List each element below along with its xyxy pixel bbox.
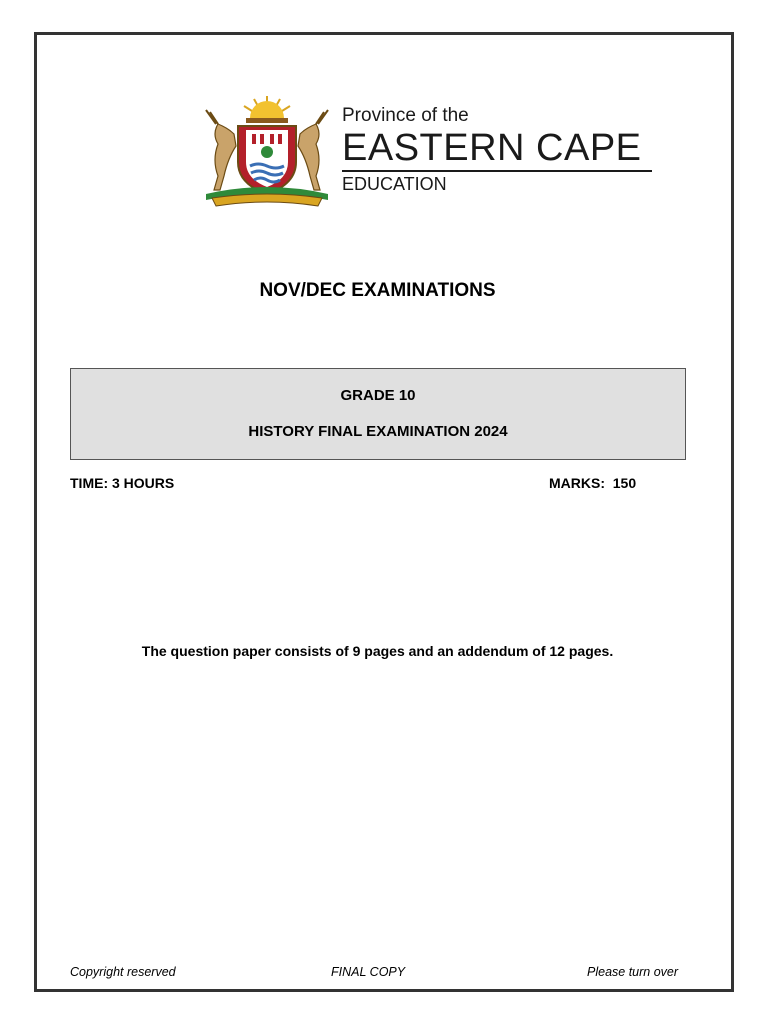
logo-eastern-cape-text: EASTERN CAPE [342, 128, 652, 172]
footer-final-copy: FINAL COPY [331, 965, 406, 979]
marks-label: MARKS: 150 [549, 475, 637, 491]
page-count-note: The question paper consists of 9 pages and an addendum of 12 pages. [141, 643, 614, 659]
subject-title: HISTORY FINAL EXAMINATION 2024 [248, 423, 508, 440]
exam-title: NOV/DEC EXAMINATIONS [259, 280, 496, 301]
footer-turn-over: Please turn over [587, 965, 679, 979]
department-logo [188, 94, 658, 210]
grade-label: GRADE 10 [340, 387, 416, 404]
time-label: TIME: 3 HOURS [70, 475, 175, 491]
coat-of-arms-icon [188, 94, 346, 210]
grade-box [70, 368, 686, 460]
footer-copyright: Copyright reserved [70, 965, 176, 979]
logo-education-text: EDUCATION [342, 174, 447, 194]
logo-province-text: Province of the [342, 105, 469, 126]
logo-text [342, 104, 652, 196]
